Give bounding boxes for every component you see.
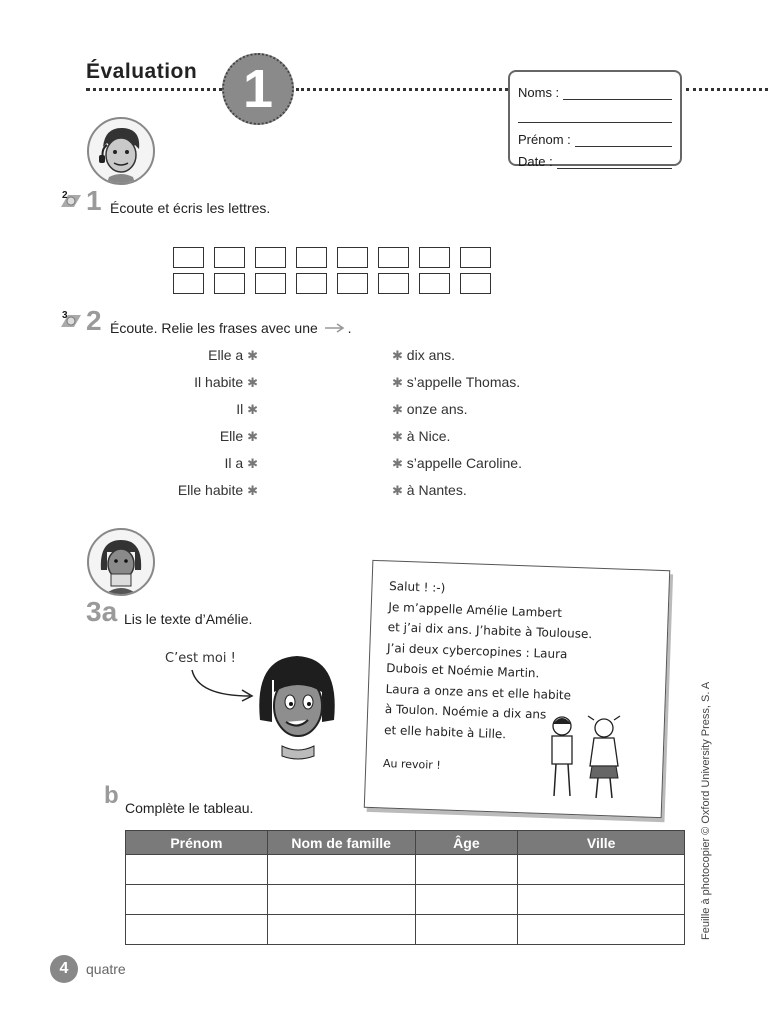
dotted-rule: [686, 88, 768, 91]
letter-cell[interactable]: [255, 273, 286, 294]
girl-reading-avatar: [87, 528, 155, 596]
letter-cell[interactable]: [255, 247, 286, 268]
letter-line: Salut ! :-): [388, 579, 446, 595]
letter-cell[interactable]: [214, 273, 245, 294]
pointer-arrow-icon: [188, 668, 258, 702]
letter-cell[interactable]: [173, 247, 204, 268]
prenom-field[interactable]: [575, 132, 672, 147]
date-field[interactable]: [557, 154, 672, 169]
instruction-text: Écoute. Relie les frases avec une: [110, 320, 318, 336]
connector-dot: ✱: [392, 402, 403, 417]
letter-line: Laura a onze ans et elle habite: [385, 681, 572, 702]
page-title: Évaluation: [86, 60, 198, 83]
letter-cell[interactable]: [337, 247, 368, 268]
table-cell[interactable]: [415, 855, 518, 885]
exercise-number: b: [104, 782, 119, 809]
cd-track-icon: [60, 190, 82, 214]
two-girls-drawing: [540, 712, 630, 806]
table-cell[interactable]: [415, 885, 518, 915]
connector-dot: ✱: [392, 375, 403, 390]
date-label: Date :: [518, 154, 553, 169]
exercise-instruction: Écoute et écris les lettres.: [110, 200, 271, 216]
match-left-item[interactable]: Elle habite ✱: [177, 482, 258, 498]
connector-dot: ✱: [392, 429, 403, 444]
column-header: Prénom: [126, 831, 268, 855]
answer-table: [125, 830, 685, 945]
match-right-item[interactable]: ✱ dix ans.: [392, 347, 456, 363]
table-cell[interactable]: [518, 855, 685, 885]
connector-dot: ✱: [247, 348, 258, 363]
letter-line: à Toulon. Noémie a dix ans: [384, 701, 547, 722]
letter-cell[interactable]: [460, 247, 491, 268]
noms-label: Noms :: [518, 85, 560, 100]
exercise-instruction: Complète le tableau.: [125, 800, 254, 816]
student-id-box: [508, 70, 682, 169]
match-left-column: [58, 347, 258, 509]
dotted-rule: [296, 88, 508, 91]
track-number: 3: [62, 310, 68, 321]
arrow-icon: [324, 323, 346, 333]
letter-line: et j’ai dix ans. J’habite à Toulouse.: [387, 620, 593, 642]
table-header-row: [126, 831, 685, 855]
connector-dot: ✱: [247, 375, 258, 390]
letter-cell[interactable]: [296, 273, 327, 294]
prenom-label: Prénom :: [518, 132, 571, 147]
letter-cell[interactable]: [378, 273, 409, 294]
match-right-item[interactable]: ✱ à Nice.: [392, 428, 451, 444]
dotted-rule: [86, 88, 236, 91]
exercise-instruction: [110, 320, 352, 336]
table-cell[interactable]: [126, 885, 268, 915]
copyright-note: Feuille à photocopier © Oxford University Press, S. A: [700, 681, 712, 940]
unit-number-badge: 1: [222, 53, 294, 125]
boy-illustration: [89, 119, 153, 183]
letter-cell[interactable]: [419, 247, 450, 268]
exercise-instruction: Lis le texte d’Amélie.: [124, 611, 253, 627]
table-cell[interactable]: [126, 855, 268, 885]
column-header: Ville: [518, 831, 685, 855]
page-number-badge: 4: [50, 955, 78, 983]
connector-dot: ✱: [392, 348, 403, 363]
letter-line: Dubois et Noémie Martin.: [386, 660, 540, 681]
match-right-item[interactable]: ✱ s’appelle Thomas.: [392, 374, 521, 390]
letter-cell[interactable]: [460, 273, 491, 294]
connector-dot: ✱: [247, 402, 258, 417]
letter-line: et elle habite à Lille.: [383, 722, 507, 741]
table-row: [126, 915, 685, 945]
table-cell[interactable]: [267, 885, 415, 915]
match-right-column: [392, 347, 522, 509]
match-right-item[interactable]: ✱ s’appelle Caroline.: [392, 455, 522, 471]
letter-line: Au revoir !: [382, 756, 441, 772]
letter-cell[interactable]: [296, 247, 327, 268]
noms-field[interactable]: [563, 85, 672, 100]
instruction-end: .: [347, 320, 352, 336]
letter-cell[interactable]: [378, 247, 409, 268]
match-left-item[interactable]: Elle ✱: [219, 428, 258, 444]
track-number: 2: [62, 190, 68, 201]
table-cell[interactable]: [518, 885, 685, 915]
speech-caption: C’est moi !: [165, 651, 236, 666]
connector-dot: ✱: [392, 483, 403, 498]
table-cell[interactable]: [267, 915, 415, 945]
connector-dot: ✱: [392, 456, 403, 471]
noms-field-2[interactable]: [518, 100, 672, 123]
letter-line: Je m’appelle Amélie Lambert: [388, 599, 563, 620]
table-row: [126, 855, 685, 885]
letter-cell[interactable]: [214, 247, 245, 268]
table-row: [126, 885, 685, 915]
match-left-item[interactable]: Il habite ✱: [194, 374, 258, 390]
letter-grid: [173, 247, 491, 299]
match-left-item[interactable]: Il ✱: [236, 401, 258, 417]
match-right-item[interactable]: ✱ à Nantes.: [392, 482, 467, 498]
boy-avatar: [87, 117, 155, 185]
amelie-illustration: [252, 650, 342, 762]
column-header: Âge: [415, 831, 518, 855]
table-cell[interactable]: [415, 915, 518, 945]
girl-illustration: [89, 530, 153, 594]
table-cell[interactable]: [126, 915, 268, 945]
letter-cell[interactable]: [337, 273, 368, 294]
table-cell[interactable]: [267, 855, 415, 885]
letter-cell[interactable]: [419, 273, 450, 294]
letter-cell[interactable]: [173, 273, 204, 294]
column-header: Nom de famille: [267, 831, 415, 855]
match-left-item[interactable]: Il a ✱: [224, 455, 258, 471]
exercise-number: 3a: [86, 596, 118, 627]
page-number-word: quatre: [86, 961, 126, 977]
exercise-number: 1: [86, 185, 102, 216]
table-cell[interactable]: [518, 915, 685, 945]
match-right-item[interactable]: ✱ onze ans.: [392, 401, 468, 417]
connector-dot: ✱: [247, 429, 258, 444]
exercise-number: 2: [86, 305, 102, 336]
match-left-item[interactable]: Elle a ✱: [208, 347, 258, 363]
cd-track-icon: [60, 310, 82, 334]
connector-dot: ✱: [247, 456, 258, 471]
letter-line: J’ai deux cybercopines : Laura: [386, 640, 568, 661]
connector-dot: ✱: [247, 483, 258, 498]
